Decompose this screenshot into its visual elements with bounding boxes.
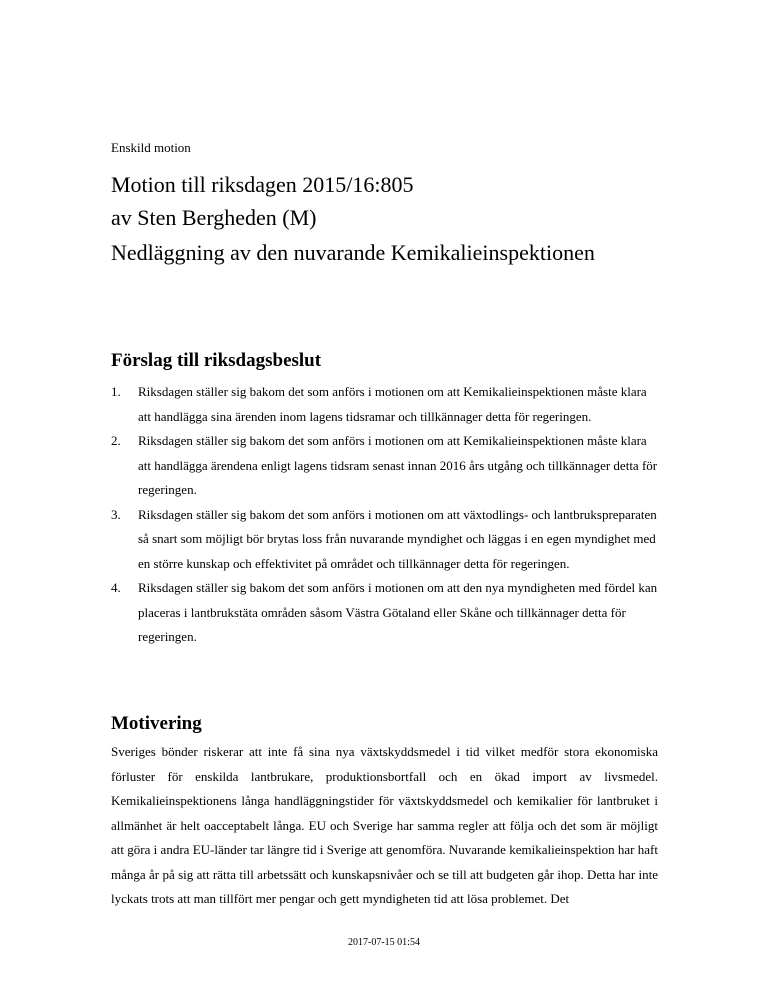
proposal-item (111, 576, 661, 650)
motivering-heading: Motivering (111, 713, 202, 734)
proposal-text: Riksdagen ställer sig bakom det som anförs i motionen om att växtodlings- och lantbrukspreparaten så snart som möjligt bör brytas loss från nuvarande myndighet och läggas i en egen myndighet med en större kunskap och effektivitet på området och tillkännager detta för regeringen. (138, 506, 657, 571)
proposal-item (111, 380, 661, 429)
proposal-text: Riksdagen ställer sig bakom det som anförs i motionen om att den nya myndigheten med fördel kan placeras i lantbrukstäta områden såsom Västra Götaland eller Skåne och tillkännager detta för regeringen. (138, 580, 658, 644)
motion-type-label: Enskild motion (111, 140, 191, 155)
proposal-text: Riksdagen ställer sig bakom det som anförs i motionen om att Kemikalieinspektionen måste klara att handlägga sina ärenden inom lagens tidsramar och tillkännager detta för regeringen. (138, 384, 647, 424)
proposal-number: 1. (111, 384, 121, 399)
forslag-heading: Förslag till riksdagsbeslut (111, 350, 322, 371)
proposal-item (111, 503, 661, 577)
motion-subject: Nedläggning av den nuvarande Kemikalieinspektionen (111, 240, 595, 265)
footer-timestamp: 2017-07-15 01:54 (348, 937, 420, 948)
proposal-item (111, 429, 661, 503)
proposal-text: Riksdagen ställer sig bakom det som anförs i motionen om att Kemikalieinspektionen måste klara att handlägga ärendena enligt lagens tidsram senast innan 2016 års utgång och tillkännager detta för regeringen. (138, 433, 658, 497)
proposal-number: 2. (111, 433, 121, 448)
motion-title: Motion till riksdagen 2015/16:805 (111, 172, 414, 197)
proposal-number: 3. (111, 506, 121, 522)
proposal-list (111, 380, 661, 650)
motion-author: av Sten Bergheden (M) (111, 205, 317, 230)
motivering-paragraph: Sveriges bönder riskerar att inte få sina nya växtskyddsmedel i tid vilket medför stora ekonomiska förluster för enskilda lantbrukare, produktionsbortfall och en ökad import av livsmedel. Kemikalieinspektionens långa handläggningstider för växtskyddsmedel och kemikalier för lantbruket i allmänhet är helt oacceptabelt långa. EU och Sverige har samma regler att följa och det som är möjligt att göra i andra EU-länder tar längre tid i Sverige att genomföra. Nuvarande kemikalieinspektion har haft många år på sig att rätta till arbetssätt och kunskapsnivåer och se till att budgeten går ihop. Detta har inte lyckats trots att man tillfört mer pengar och gett myndigheten tid att lösa problemet. Det (111, 744, 658, 906)
proposal-number: 4. (111, 580, 121, 595)
